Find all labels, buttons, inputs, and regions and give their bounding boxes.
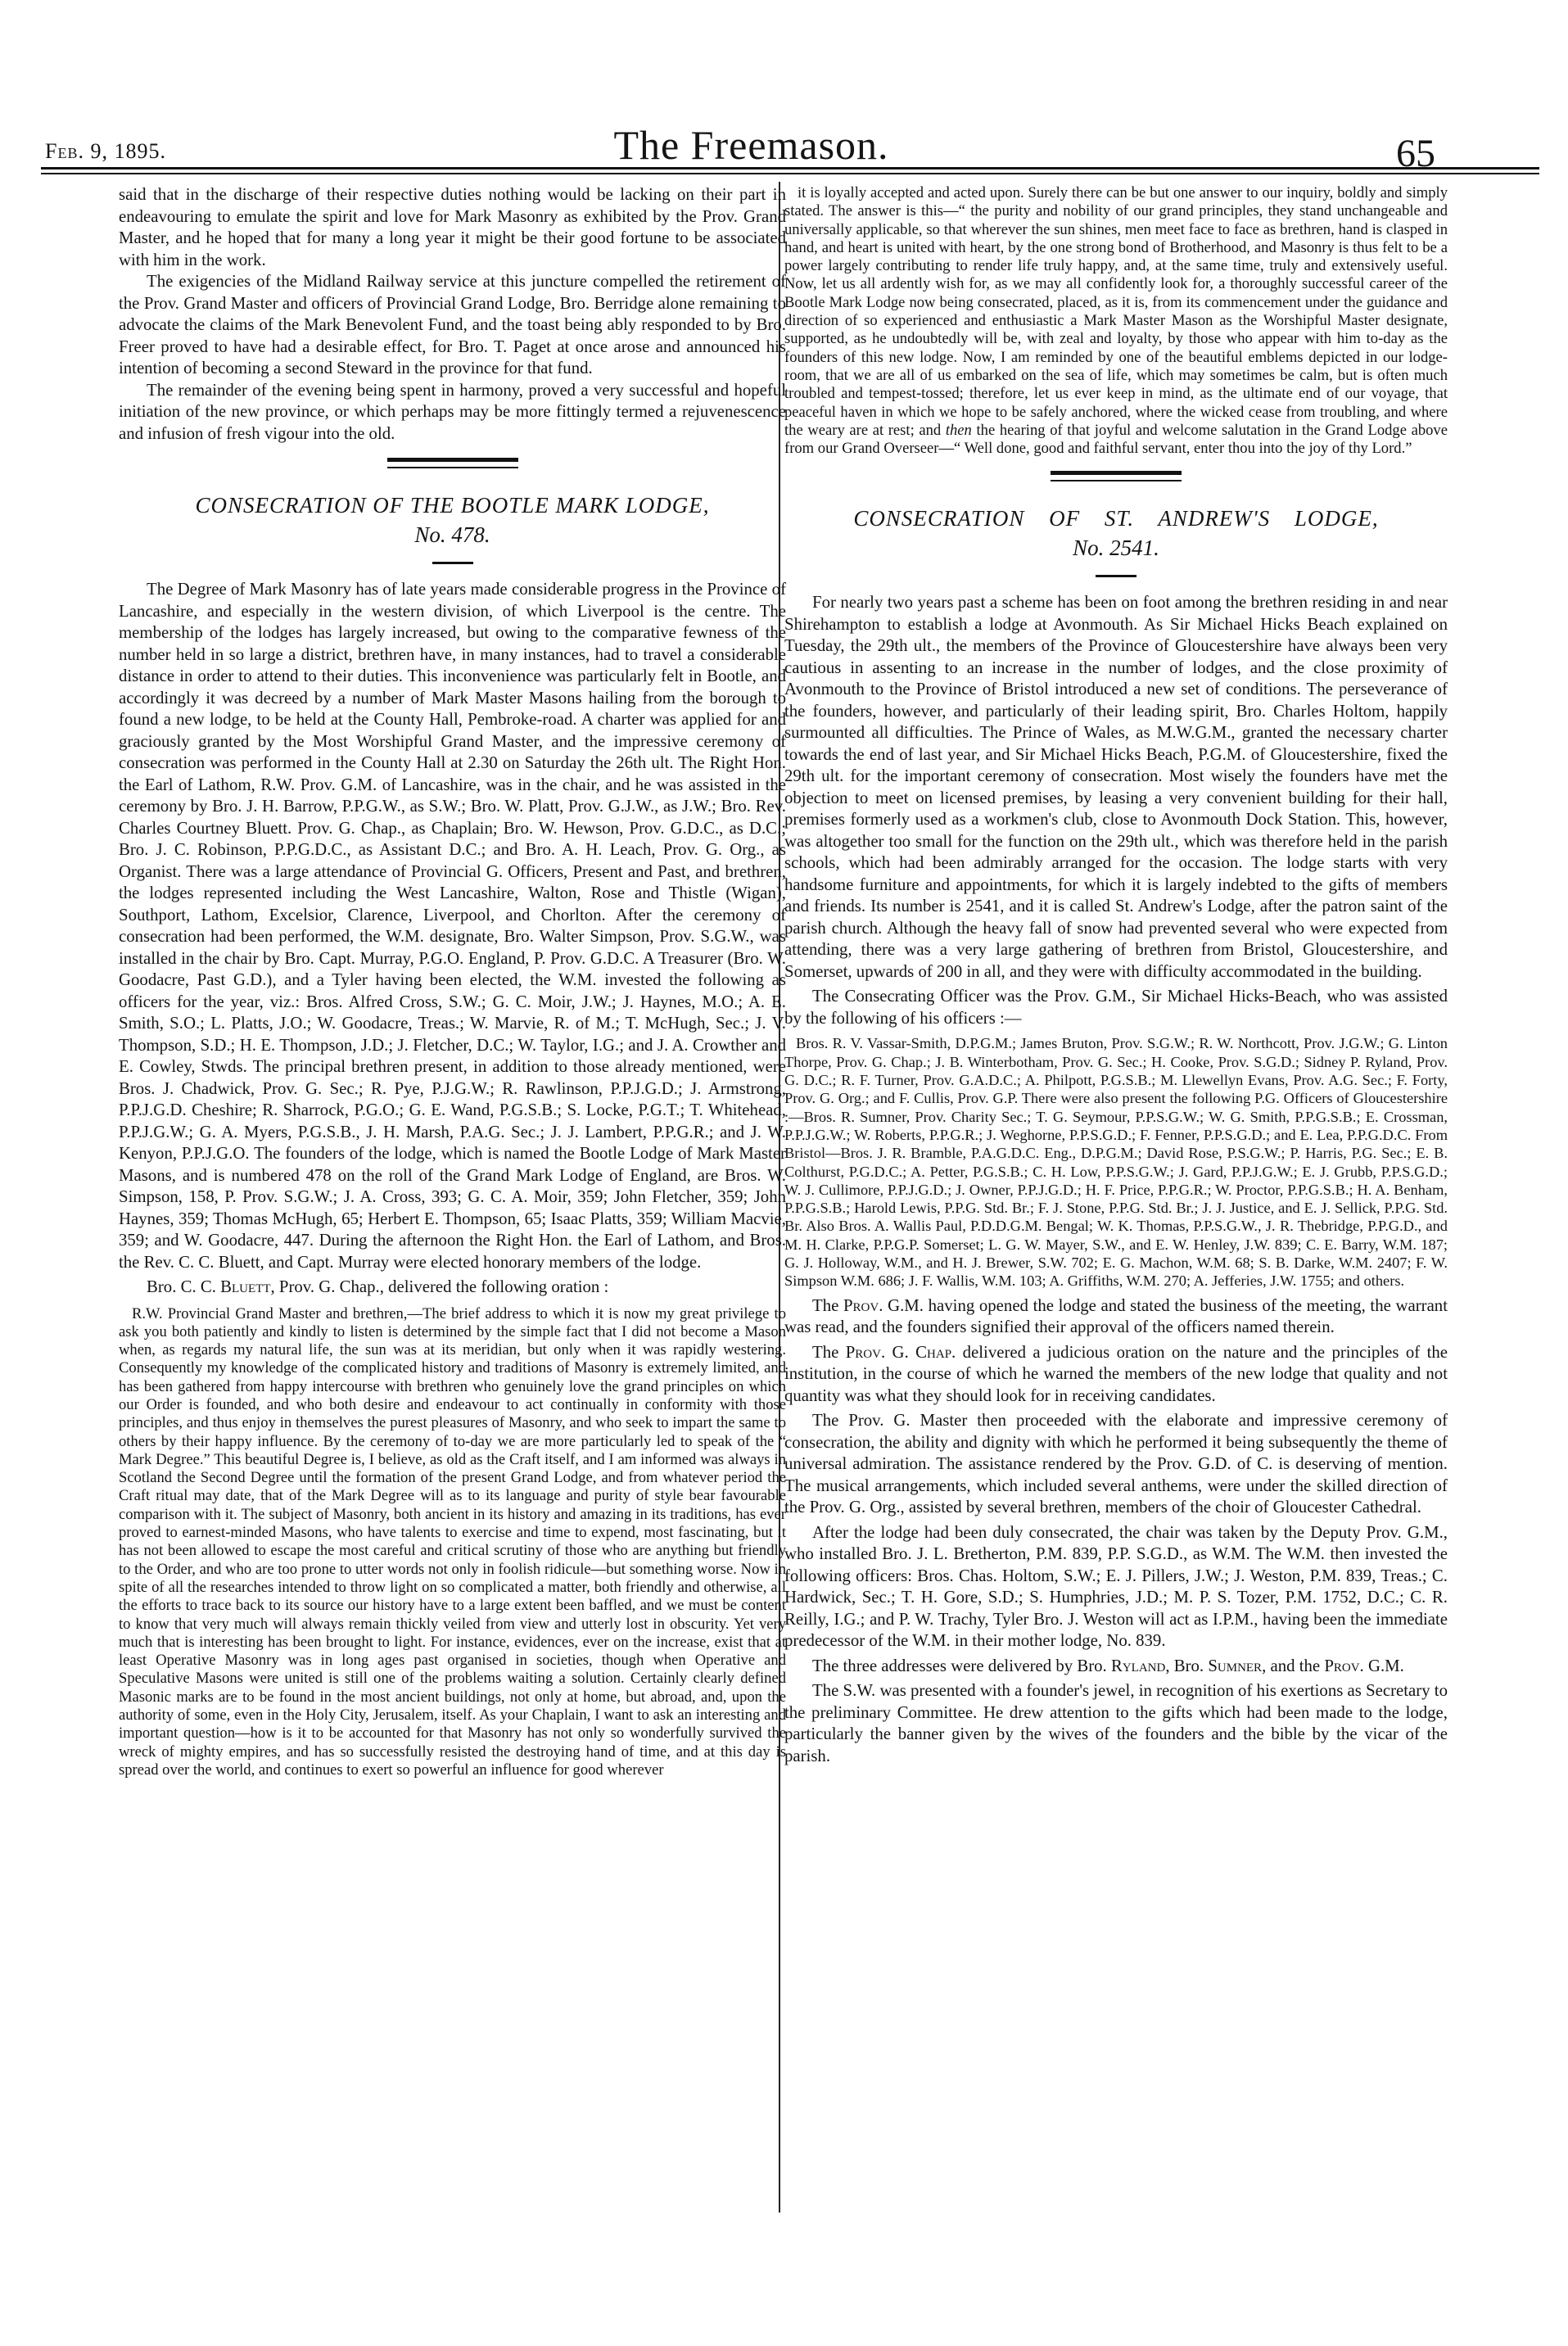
article-paragraph: The Degree of Mark Masonry has of late years made considerable progress in the Province of Lancashire, and especially in the western division, of which Liverpool is the centre. The membership of the lodges has largely increased, but owing to the comparative fewness of the number held in so large a district, brethren have, in many instances, had to travel a considerable distance in order to attend to their duties. This inconvenience was particularly felt in Bootle, and accordingly it was decreed by a number of Mark Master Masons hailing from the borough to found a new lodge, to be held at the County Hall, Pembroke-road. A charter was applied for and graciously granted by the Most Worshipful Grand Master, and the impressive ceremony of consecration was performed in the County Hall at 2.30 on Saturday the 26th ult. The Right Hon. the Earl of Lathom, R.W. Prov. G.M. of Lancashire, was in the chair, and he was assisted in the ceremony by Bro. J. H. Barrow, P.P.G.W., as S.W.; Bro. W. Platt, Prov. G.J.W., as J.W.; Bro. Rev. Charles Courtney Bluett. Prov. G. Chap., as Chaplain; Bro. W. Hewson, Prov. G.D.C., as D.C.; Bro. J. C. Robinson, P.P.G.D.C., as Assistant D.C.; and Bro. A. H. Leach, Prov. G. Org., as Organist. There was a large attendance of Provincial G. Officers, Present and Past, and brethren, the lodges represented including the West Lancashire, Walton, Rose and Thistle (Wigan), Southport, Lathom, Excelsior, Clarence, Liverpool, and Chorlton. After the ceremony of consecration had been performed, the W.M. designate, Bro. Walter Simpson, Prov. S.G.W., was installed in the chair by Bro. Capt. Murray, P.G.O. England, P. Prov. G.D.C. A Treasurer (Bro. W. Goodacre, Past G.D.), and a Tyler having been elected, the W.M. invested the following as officers for the year, viz.: Bros. Alfred Cross, S.W.; G. C. Moir, J.W.; J. Haynes, M.O.; A. E. Smith, S.O.; L. Platts, J.O.; W. Goodacre, Treas.; W. Marvie, R. of M.; T. McHugh, Sec.; J. V. Thompson, S.D.; H. E. Thompson, J.D.; J. Fletcher, D.C.; W. Taylor, I.G.; and J. A. Crowther and E. Cowley, Stwds. The principal brethren present, in addition to those already mentioned, were Bros. J. Chadwick, Prov. G. Sec.; R. Pye, P.J.G.W.; R. Rawlinson, P.P.J.G.D.; J. Armstrong, P.P.J.G.D. Cheshire; R. Sharrock, P.G.O.; G. E. Wand, P.G.S.B.; S. Locke, P.G.T.; T. Whitehead, P.P.J.G.W.; G. A. Myers, P.G.S.B., J. H. Marsh, P.A.G. Sec.; J. J. Lambert, P.P.G.R.; and J. W. Kenyon, P.P.J.G.O. The founders of the lodge, which is named the Bootle Lodge of Mark Master Masons, and is numbered 478 on the roll of the Grand Mark Lodge of England, are Bros. W. Simpson, 158, P. Prov. S.G.W.; J. A. Cross, 393; G. C. A. Moir, 359; John Fletcher, 359; John Haynes, 359; Thomas McHugh, 65; Herbert E. Thompson, 65; Isaac Platts, 359; William Macvie, 359; and W. Goodacre, 447. During the afternoon the Right Hon. the Earl of Lathom, and Bros. the Rev. C. C. Bluett, and Capt. Murray were elected honorary members of the lodge. (119, 580, 786, 1272)
article-bootle-mark-lodge (119, 491, 786, 1779)
masthead (0, 0, 1568, 184)
officers-list: Bros. R. V. Vassar-Smith, D.P.G.M.; James Bruton, Prov. S.G.W.; R. W. Northcott, Prov. J.G.W.; G. Linton Thorpe, Prov. G. Chap.; J. B. Winterbotham, Prov. G. Sec.; H. Cooke, Prov. S.G.D.; Sidney P. Ryland, Prov. G. D.C.; R. F. Turner, Prov. G.A.D.C.; A. Philpott, P.G.S.B.; M. Llewellyn Evans, Prov. A.G. Sec.; F. Forty, Prov. G. Org.; and F. Cullis, Prov. G.P. There were also present the following P.G. Officers of Gloucestershire :—Bros. R. Sumner, Prov. Charity Sec.; T. G. Seymour, P.P.S.G.W.; W. G. Smith, P.P.G.S.B.; E. Crossman, P.P.J.G.W.; W. Roberts, P.P.G.R.; J. Weghorne, P.P.S.G.D.; F. Fenner, P.P.S.G.D.; and E. Lea, P.P.G.D.C. From Bristol—Bros. J. R. Bramble, P.A.G.D.C. Eng., D.P.G.M.; David Rose, P.S.G.W.; P. Harris, P.G. Sec.; E. B. Colthurst, P.G.D.C.; A. Petter, P.G.S.B.; C. H. Low, P.P.S.G.W.; J. Gard, P.P.J.G.W.; E. J. Grubb, P.P.S.G.D.; W. J. Cullimore, P.P.J.G.D.; J. Owner, P.P.J.G.D.; H. F. Price, P.P.G.R.; W. Proctor, P.P.G.S.B.; H. A. Benham, P.P.G.S.B.; Harold Lewis, P.P.G. Std. Br.; F. J. Stone, P.P.G. Std. Br.; J. J. Justice, and E. J. Sellick, P.P.G. Std. Br. Also Bros. A. Wallis Paul, P.D.D.G.M. Bengal; W. K. Thomas, P.P.S.G.W., J. R. Thebridge, P.P.G.D., and M. H. Clarke, P.P.G.P. Somerset; L. G. W. Mayer, S.W., and E. W. Henley, J.W. 839; C. E. Barry, W.M. 187; G. J. Holloway, W.M., and H. J. Brewer, S.W. 702; E. G. Machon, W.M. 68; S. B. Darke, W.M. 2407; F. W. Simpson W.M. 686; J. F. Wallis, W.M. 103; A. Griffiths, W.M. 270; A. Jefferies, J.W. 1755; and others. (784, 1035, 1448, 1290)
section-separator (1051, 471, 1182, 481)
emphasis: then (945, 421, 972, 439)
masthead-rule-thick (41, 167, 1539, 170)
continued-paragraph: The remainder of the evening being spent in harmony, proved a very successful and hopeful initiation of the new province, or which perhaps may be more fittingly termed a rejuvenescence and infusion of fresh vigour into the old. (119, 380, 786, 443)
article-paragraph: The Consecrating Officer was the Prov. G.M., Sir Michael Hicks-Beach, who was assisted by the following of his officers :— (784, 987, 1448, 1028)
oration-paragraph: it is loyally accepted and acted upon. Surely there can be but one answer to our inquiry, boldly and simply stated. The answer is this—“ the purity and nobility of our grand principles, they stand unchangeable and universally applicable, so that wherever the sun shines, men meet face to face as brethren, hand is clasped in hand, and heart is united with heart, by the one strong bond of Brotherhood, and Masonry is thus felt to be a power largely contributing to render life truly happy, and, at the same time, truly and extensively useful. Now, let us all ardently wish for, as we may all confidently look for, a thoroughly successful career of the Bootle Mark Lodge now being consecrated, placed, as it is, from its commencement under the guidance and direction of so experienced and enthusiastic a Mark Master Mason as the Worshipful Master designate, supported, as he undoubtedly will be, with zeal and loyalty, by those who appear with him to-day as the founders of this new lodge. Now, I am reminded by one of the beautiful emblems depicted in our lodge-room, that we are all of us embarked on the sea of life, which may sometimes be calm, but is often much troubled and tempest-tossed; therefore, let us ever keep in mind, as the ultimate end of our voyage, that peaceful haven in which we hope to be safely anchored, where the wicked cease from troubling, and where the weary are at rest; and then the hearing of that joyful and welcome salutation in the Grand Lodge above from our Grand Overseer—“ Well done, good and faithful servant, enter thou into the joy of thy Lord.” (784, 184, 1448, 458)
oration-continued (784, 184, 1448, 458)
right-column (784, 184, 1448, 1767)
article-heading: CONSECRATION OF ST. ANDREW'S LODGE, (853, 506, 1379, 531)
article-paragraph: After the lodge had been duly consecrated, the chair was taken by the Deputy Prov. G.M., who installed Bro. J. L. Bretherton, P.M. 839, P.P. S.G.D., as W.M. The W.M. then invested the following officers: Bros. Chas. Holtom, S.W.; E. J. Pillers, J.W.; J. Weston, P.M. 839, Treas.; C. Hardwick, Sec.; T. H. Gore, S.D.; S. Humphries, J.D.; M. P. S. Tozer, P.M. 1752, D.C.; C. R. Reilly, I.G.; and P. W. Trachy, Tyler Bro. J. Weston will act as I.P.M., having been the immediate predecessor of the W.M. in their mother lodge, No. 839. (784, 1522, 1448, 1651)
page-number: 65 (1396, 132, 1435, 175)
continued-paragraph: The exigencies of the Midland Railway service at this juncture compelled the retirement of the Prov. Grand Master and officers of Provincial Grand Lodge, Bro. Berridge alone remaining to advocate the claims of the Mark Benevolent Fund, and the toast being ably responded to by Bro. Freer proved to have had a desirable effect, for Bro. T. Paget at once arose and announced his intention of becoming a second Steward in the province for that fund. (119, 272, 786, 377)
oration-intro: Bro. C. C. Bluett, Prov. G. Chap., delivered the following oration : (147, 1277, 609, 1296)
heading-rule (432, 562, 473, 564)
heading-rule (1096, 575, 1136, 577)
article-heading: CONSECRATION OF THE BOOTLE MARK LODGE, (195, 493, 710, 518)
article-paragraph: The three addresses were delivered by Bro. Ryland, Bro. Sumner, and the Prov. G.M. (812, 1656, 1404, 1675)
oration-text (119, 1305, 786, 1780)
article-paragraph: The Prov. G. Master then proceeded with the elaborate and impressive ceremony of consecration, the ability and dignity with which he performed it being subsequently the theme of universal admiration. The assistance rendered by the Prov. G.D. of C. is deserving of mention. The musical arrangements, which included several anthems, were under the skilled direction of the Prov. G. Org., assisted by several brethren, members of the choir of Gloucester Cathedral. (784, 1411, 1448, 1517)
masthead-rule-thin (41, 173, 1539, 174)
article-paragraph: The Prov. G.M. having opened the lodge and stated the business of the meeting, the warrant was read, and the founders signified their approval of the officers named therein. (784, 1295, 1448, 1337)
publication-title: The Freemason. (613, 122, 889, 168)
article-paragraph: For nearly two years past a scheme has been on foot among the brethren residing in and near Shirehampton to establish a lodge at Avonmouth. As Sir Michael Hicks Beach explained on Tuesday, the 29th ult., the members of the Province of Gloucestershire have always been very cautious in assenting to an increase in the number of lodges, and the close proximity of Avonmouth to the Province of Bristol introduced a new set of conditions. The perseverance of the founders, however, and particularly of their leading spirit, Bro. Charles Holtom, happily surmounted all difficulties. The Prince of Wales, as M.W.G.M., granted the necessary charter towards the end of last year, and Sir Michael Hicks Beach, P.G.M. of Gloucestershire, fixed the 29th ult. for the important ceremony of consecration. Most wisely the founders have met the objection to meet on licensed premises, by leasing a very convenient building for their hall, premises formerly used as a workmen's club, close to Avonmouth Dock Station. This, however, was altogether too small for the function on the 29th ult., which was therefore held in the parish schools, which had been admirably arranged for the occasion. The lodge starts with very handsome furniture and appointments, for which it is largely indebted to the gifts of members and friends. Its number is 2541, and it is called St. Andrew's Lodge, after the patron saint of the parish church. Although the heavy fall of snow had prevented several who were expected from attending, there was a very large gathering of brethren from Bristol, Gloucestershire, and Somerset, upwards of 200 in all, and they were with difficulty accommodated in the building. (784, 593, 1448, 981)
article-st-andrews-lodge (784, 504, 1448, 1767)
issue-date: Feb. 9, 1895. (45, 139, 166, 163)
left-column (119, 184, 786, 1779)
article-subheading: No. 2541. (1073, 536, 1159, 561)
article-subheading: No. 478. (414, 522, 490, 547)
oration-paragraph: R.W. Provincial Grand Master and brethren,—The brief address to which it is now my great privilege to ask you both patiently and kindly to listen is determined by the simple fact that I did not become a Mason when, as regards my natural life, the sun was at its meridian, but only when it was rapidly westering. Consequently my knowledge of the complicated history and traditions of Masonry is extremely limited, and has been gathered from happy intercourse with brethren who genuinely love the grand principles on which our Order is founded, and who both desire and endeavour to act continually in conformity with those principles, and thus enjoy in themselves the purest pleasures of Masonry, and who seek to impart the same to others by their happy influence. By the ceremony of to-day we are more particularly led to speak of the “ Mark Degree.” This beautiful Degree is, I believe, as old as the Craft itself, and I am informed was always in Scotland the Second Degree until the formation of the present Grand Lodge, and from whatever period the Craft ritual may date, that of the Mark Degree will as to its language and purity of style bear favourable comparison with it. The subject of Masonry, both ancient in its history and amazing in its traditions, has ever proved to earnest-minded Masons, who have talents to exercise and time to expend, most fascinating, but it has not been allowed to escape the most careful and critical scrutiny of those who are anything but friendly to the Order, and who are too prone to utter words not only in foolish ridicule—but something worse. Now in spite of all the researches intended to throw light on so complicated a matter, both friendly and otherwise, all the efforts to trace back to its source our history have to a large extent been baffled, and we must be content to know that very much will always remain thickly veiled from view and utterly lost in obscurity. Yet very much that is interesting has been brought to light. For instance, evidences, ever on the increase, exist that at least Operative Masonry was in long ages past organised in societies, though when Operative and Speculative Masons were united is still one of the problems waiting a solution. Certainly clearly defined Masonic marks are to be found in the most ancient buildings, not only at home, but abroad, and, upon the authority of some, even in the Holy City, Jerusalem, itself. As your Chaplain, I want to ask an interesting and important question—how is it to be accounted for that Masonry has not only so wonderfully survived the wreck of mighty empires, and has so successfully resisted the destroying hand of time, and at this day is spread over the world, and continues to exert so powerful an influence for good wherever (119, 1304, 786, 1779)
article-paragraph: The S.W. was presented with a founder's jewel, in recognition of his exertions as Secretary to the preliminary Committee. He drew attention to the gifts which had been made to the lodge, particularly the banner given by the wives of the founders and the bible by the vicar of the parish. (784, 1681, 1448, 1765)
speaker-name: Bluett (220, 1277, 271, 1296)
article-paragraph: The Prov. G. Chap. delivered a judicious oration on the nature and the principles of the institution, in the course of which he warned the members of the new lodge that quality and not quantity was what they should look for in receiving candidates. (784, 1342, 1448, 1405)
continued-paragraph: said that in the discharge of their respective duties nothing would be lacking on their part in endeavouring to emulate the spirit and love for Mark Masonry as exhibited by the Prov. Grand Master, and he hoped that for many a long year it might be their good fortune to be associated with him in the work. (119, 185, 786, 269)
section-separator (387, 458, 518, 468)
